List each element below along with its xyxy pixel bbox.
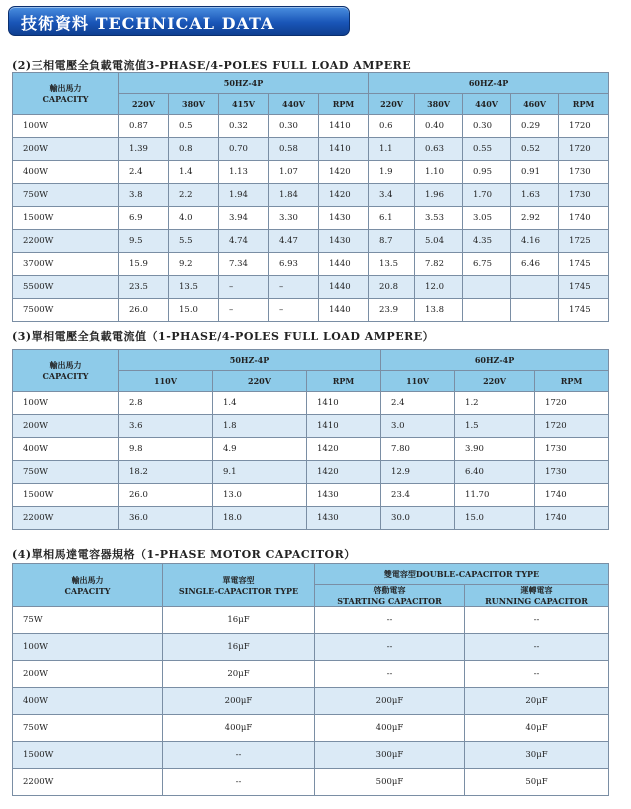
- value-cell: 1740: [535, 507, 609, 530]
- table-row: [13, 688, 609, 715]
- value-cell: [463, 276, 511, 299]
- capacity-cell: 400W: [13, 438, 119, 461]
- value-cell: 4.47: [269, 230, 319, 253]
- value-cell: 1745: [559, 253, 609, 276]
- capacity-cell: 1500W: [13, 484, 119, 507]
- running-capacitor-header: [465, 585, 609, 607]
- value-cell: 8.7: [369, 230, 415, 253]
- column-header-50hz: RPM: [319, 94, 369, 115]
- table-row: [13, 507, 609, 530]
- value-cell: 1730: [535, 461, 609, 484]
- group-50hz-header: 50HZ-4P: [119, 350, 381, 371]
- value-cell: 3.0: [381, 415, 455, 438]
- value-cell: --: [163, 769, 315, 796]
- value-cell: 1440: [319, 253, 369, 276]
- value-cell: 4.74: [219, 230, 269, 253]
- value-cell: 7.82: [415, 253, 463, 276]
- value-cell: 13.0: [213, 484, 307, 507]
- value-cell: --: [465, 634, 609, 661]
- table-row: [13, 230, 609, 253]
- value-cell: 20.8: [369, 276, 415, 299]
- value-cell: 12.9: [381, 461, 455, 484]
- value-cell: –: [269, 276, 319, 299]
- value-cell: 1.10: [415, 161, 463, 184]
- capacity-cell: 200W: [13, 138, 119, 161]
- capacity-header: [13, 73, 119, 115]
- table-row: [13, 438, 609, 461]
- value-cell: 1430: [319, 207, 369, 230]
- value-cell: 400μF: [163, 715, 315, 742]
- value-cell: 1430: [307, 484, 381, 507]
- value-cell: 1.4: [169, 161, 219, 184]
- capacity-cell: 1500W: [13, 207, 119, 230]
- group-60hz-header: 60HZ-4P: [369, 73, 609, 94]
- value-cell: 0.32: [219, 115, 269, 138]
- value-cell: 3.94: [219, 207, 269, 230]
- capacity-cell: 2200W: [13, 769, 163, 796]
- value-cell: 1745: [559, 276, 609, 299]
- table-row: [13, 207, 609, 230]
- capacity-cell: 200W: [13, 415, 119, 438]
- value-cell: 23.5: [119, 276, 169, 299]
- value-cell: 6.1: [369, 207, 415, 230]
- value-cell: 0.29: [511, 115, 559, 138]
- value-cell: --: [315, 634, 465, 661]
- value-cell: 1410: [319, 138, 369, 161]
- value-cell: 50μF: [465, 769, 609, 796]
- value-cell: –: [219, 276, 269, 299]
- value-cell: [463, 299, 511, 322]
- value-cell: 3.53: [415, 207, 463, 230]
- value-cell: 1.4: [213, 392, 307, 415]
- column-header-50hz: 380V: [169, 94, 219, 115]
- value-cell: 1.70: [463, 184, 511, 207]
- table-row: [13, 115, 609, 138]
- value-cell: 1.9: [369, 161, 415, 184]
- value-cell: 1410: [307, 415, 381, 438]
- capacity-cell: 200W: [13, 661, 163, 688]
- value-cell: --: [315, 607, 465, 634]
- value-cell: 1440: [319, 299, 369, 322]
- capacity-cell: 2200W: [13, 230, 119, 253]
- value-cell: 200μF: [163, 688, 315, 715]
- table-row: [13, 184, 609, 207]
- value-cell: 0.5: [169, 115, 219, 138]
- table-row: [13, 253, 609, 276]
- value-cell: 1.84: [269, 184, 319, 207]
- table-row: [13, 742, 609, 769]
- value-cell: 1420: [319, 161, 369, 184]
- value-cell: 1725: [559, 230, 609, 253]
- capacity-cell: 400W: [13, 161, 119, 184]
- value-cell: 1720: [559, 138, 609, 161]
- single-phase-table: [12, 349, 609, 530]
- value-cell: 400μF: [315, 715, 465, 742]
- column-header-50hz: 220V: [213, 371, 307, 392]
- value-cell: --: [315, 661, 465, 688]
- table-row: [13, 276, 609, 299]
- starting-capacitor-header-en: STARTING CAPACITOR: [337, 596, 442, 606]
- three-phase-table: [12, 72, 609, 322]
- value-cell: 13.5: [369, 253, 415, 276]
- column-header-60hz: 440V: [463, 94, 511, 115]
- capacity-cell: 75W: [13, 607, 163, 634]
- value-cell: 0.40: [415, 115, 463, 138]
- capacity-header-cn: 輸出馬力: [49, 83, 82, 93]
- value-cell: 30.0: [381, 507, 455, 530]
- table-row: [13, 484, 609, 507]
- value-cell: 13.5: [169, 276, 219, 299]
- value-cell: [511, 276, 559, 299]
- table-row: [13, 607, 609, 634]
- capacitor-table: [12, 563, 609, 796]
- value-cell: 1720: [535, 415, 609, 438]
- running-capacitor-header-cn: 運轉電容: [520, 585, 553, 595]
- group-50hz-header: 50HZ-4P: [119, 73, 369, 94]
- value-cell: 1.94: [219, 184, 269, 207]
- single-capacitor-header-en: SINGLE-CAPACITOR TYPE: [178, 585, 299, 596]
- value-cell: 11.70: [455, 484, 535, 507]
- value-cell: 6.75: [463, 253, 511, 276]
- value-cell: 300μF: [315, 742, 465, 769]
- capacity-cell: 1500W: [13, 742, 163, 769]
- column-header-60hz: RPM: [559, 94, 609, 115]
- single-capacitor-header-cn: 單電容型: [222, 574, 255, 585]
- capacity-header: [13, 350, 119, 392]
- value-cell: 1430: [319, 230, 369, 253]
- capacity-header-cn: 輸出馬力: [71, 574, 104, 585]
- group-60hz-header: 60HZ-4P: [381, 350, 609, 371]
- value-cell: 2.4: [381, 392, 455, 415]
- value-cell: 7.34: [219, 253, 269, 276]
- table-row: [13, 715, 609, 742]
- value-cell: 1745: [559, 299, 609, 322]
- value-cell: 12.0: [415, 276, 463, 299]
- value-cell: 1.96: [415, 184, 463, 207]
- starting-capacitor-header-cn: 啓動電容: [373, 585, 406, 595]
- value-cell: 3.8: [119, 184, 169, 207]
- value-cell: 20μF: [465, 688, 609, 715]
- value-cell: 1.2: [455, 392, 535, 415]
- single-capacitor-header: [163, 564, 315, 607]
- value-cell: 0.87: [119, 115, 169, 138]
- value-cell: 1410: [307, 392, 381, 415]
- value-cell: 1.1: [369, 138, 415, 161]
- capacity-cell: 7500W: [13, 299, 119, 322]
- column-header-60hz: 220V: [369, 94, 415, 115]
- value-cell: 1420: [307, 438, 381, 461]
- capacity-cell: 750W: [13, 184, 119, 207]
- column-header-50hz: RPM: [307, 371, 381, 392]
- value-cell: 0.95: [463, 161, 511, 184]
- value-cell: 4.0: [169, 207, 219, 230]
- value-cell: 1420: [319, 184, 369, 207]
- column-header-60hz: 110V: [381, 371, 455, 392]
- value-cell: 5.5: [169, 230, 219, 253]
- table-row: [13, 661, 609, 688]
- value-cell: 30μF: [465, 742, 609, 769]
- value-cell: 4.35: [463, 230, 511, 253]
- value-cell: 9.2: [169, 253, 219, 276]
- value-cell: 1.07: [269, 161, 319, 184]
- value-cell: 3.05: [463, 207, 511, 230]
- value-cell: 20μF: [163, 661, 315, 688]
- value-cell: –: [219, 299, 269, 322]
- value-cell: 15.0: [455, 507, 535, 530]
- capacity-header: [13, 564, 163, 607]
- value-cell: 36.0: [119, 507, 213, 530]
- capacity-cell: 3700W: [13, 253, 119, 276]
- capacity-cell: 5500W: [13, 276, 119, 299]
- capacity-cell: 100W: [13, 392, 119, 415]
- value-cell: 15.9: [119, 253, 169, 276]
- value-cell: [511, 299, 559, 322]
- value-cell: 1420: [307, 461, 381, 484]
- value-cell: 15.0: [169, 299, 219, 322]
- capacity-header-en: CAPACITY: [42, 371, 89, 381]
- value-cell: 3.90: [455, 438, 535, 461]
- column-header-50hz: 220V: [119, 94, 169, 115]
- value-cell: 26.0: [119, 299, 169, 322]
- column-header-60hz: RPM: [535, 371, 609, 392]
- value-cell: 9.1: [213, 461, 307, 484]
- table-row: [13, 138, 609, 161]
- value-cell: 9.8: [119, 438, 213, 461]
- value-cell: 2.4: [119, 161, 169, 184]
- table-row: [13, 161, 609, 184]
- value-cell: 1.63: [511, 184, 559, 207]
- value-cell: 0.52: [511, 138, 559, 161]
- value-cell: 1.13: [219, 161, 269, 184]
- value-cell: 500μF: [315, 769, 465, 796]
- value-cell: 23.9: [369, 299, 415, 322]
- value-cell: 1730: [559, 161, 609, 184]
- technical-data-banner: [8, 6, 350, 36]
- value-cell: --: [465, 661, 609, 688]
- column-header-60hz: 220V: [455, 371, 535, 392]
- value-cell: 23.4: [381, 484, 455, 507]
- value-cell: –: [269, 299, 319, 322]
- capacity-cell: 750W: [13, 715, 163, 742]
- running-capacitor-header-en: RUNNING CAPACITOR: [485, 596, 588, 606]
- capacity-header-cn: 輸出馬力: [49, 360, 82, 370]
- banner-title: 技術資料 TECHNICAL DATA: [21, 14, 275, 33]
- value-cell: 0.63: [415, 138, 463, 161]
- value-cell: 0.30: [463, 115, 511, 138]
- value-cell: 7.80: [381, 438, 455, 461]
- table-row: [13, 299, 609, 322]
- column-header-60hz: 460V: [511, 94, 559, 115]
- table-row: [13, 769, 609, 796]
- value-cell: 3.6: [119, 415, 213, 438]
- table-row: [13, 415, 609, 438]
- value-cell: 2.8: [119, 392, 213, 415]
- value-cell: 0.91: [511, 161, 559, 184]
- value-cell: 18.0: [213, 507, 307, 530]
- value-cell: --: [465, 607, 609, 634]
- value-cell: 2.92: [511, 207, 559, 230]
- value-cell: 0.58: [269, 138, 319, 161]
- capacity-cell: 2200W: [13, 507, 119, 530]
- value-cell: 1410: [319, 115, 369, 138]
- value-cell: 200μF: [315, 688, 465, 715]
- value-cell: 1730: [535, 438, 609, 461]
- value-cell: 5.04: [415, 230, 463, 253]
- double-capacitor-header: 雙電容型DOUBLE-CAPACITOR TYPE: [315, 564, 609, 585]
- value-cell: 0.30: [269, 115, 319, 138]
- value-cell: 16μF: [163, 634, 315, 661]
- starting-capacitor-header: [315, 585, 465, 607]
- section3-title: (4)單相馬達電容器規格（1-PHASE MOTOR CAPACITOR）: [12, 548, 356, 561]
- value-cell: 0.6: [369, 115, 415, 138]
- value-cell: 3.30: [269, 207, 319, 230]
- value-cell: 26.0: [119, 484, 213, 507]
- value-cell: 6.9: [119, 207, 169, 230]
- column-header-50hz: 415V: [219, 94, 269, 115]
- value-cell: 6.40: [455, 461, 535, 484]
- capacity-cell: 400W: [13, 688, 163, 715]
- value-cell: 6.93: [269, 253, 319, 276]
- value-cell: 1.8: [213, 415, 307, 438]
- value-cell: 3.4: [369, 184, 415, 207]
- value-cell: 4.16: [511, 230, 559, 253]
- value-cell: 1720: [559, 115, 609, 138]
- value-cell: 0.55: [463, 138, 511, 161]
- capacity-header-en: CAPACITY: [64, 585, 111, 596]
- value-cell: 2.2: [169, 184, 219, 207]
- section2-title: (3)單相電壓全負載電流值（1-PHASE/4-POLES FULL LOAD AMPERE）: [12, 330, 435, 343]
- value-cell: 0.70: [219, 138, 269, 161]
- value-cell: 1740: [535, 484, 609, 507]
- value-cell: 16μF: [163, 607, 315, 634]
- value-cell: 6.46: [511, 253, 559, 276]
- value-cell: 1430: [307, 507, 381, 530]
- value-cell: 1440: [319, 276, 369, 299]
- capacity-header-en: CAPACITY: [42, 94, 89, 104]
- section1-title: (2)三相電壓全負載電流值3-PHASE/4-POLES FULL LOAD AMPERE: [12, 59, 412, 72]
- capacity-cell: 750W: [13, 461, 119, 484]
- column-header-50hz: 110V: [119, 371, 213, 392]
- capacity-cell: 100W: [13, 115, 119, 138]
- value-cell: 1.39: [119, 138, 169, 161]
- column-header-50hz: 440V: [269, 94, 319, 115]
- value-cell: 1730: [559, 184, 609, 207]
- value-cell: 1740: [559, 207, 609, 230]
- table-row: [13, 461, 609, 484]
- value-cell: 9.5: [119, 230, 169, 253]
- value-cell: 1.5: [455, 415, 535, 438]
- value-cell: 0.8: [169, 138, 219, 161]
- capacity-cell: 100W: [13, 634, 163, 661]
- value-cell: --: [163, 742, 315, 769]
- value-cell: 13.8: [415, 299, 463, 322]
- value-cell: 40μF: [465, 715, 609, 742]
- value-cell: 4.9: [213, 438, 307, 461]
- column-header-60hz: 380V: [415, 94, 463, 115]
- value-cell: 18.2: [119, 461, 213, 484]
- value-cell: 1720: [535, 392, 609, 415]
- table-row: [13, 392, 609, 415]
- table-row: [13, 634, 609, 661]
